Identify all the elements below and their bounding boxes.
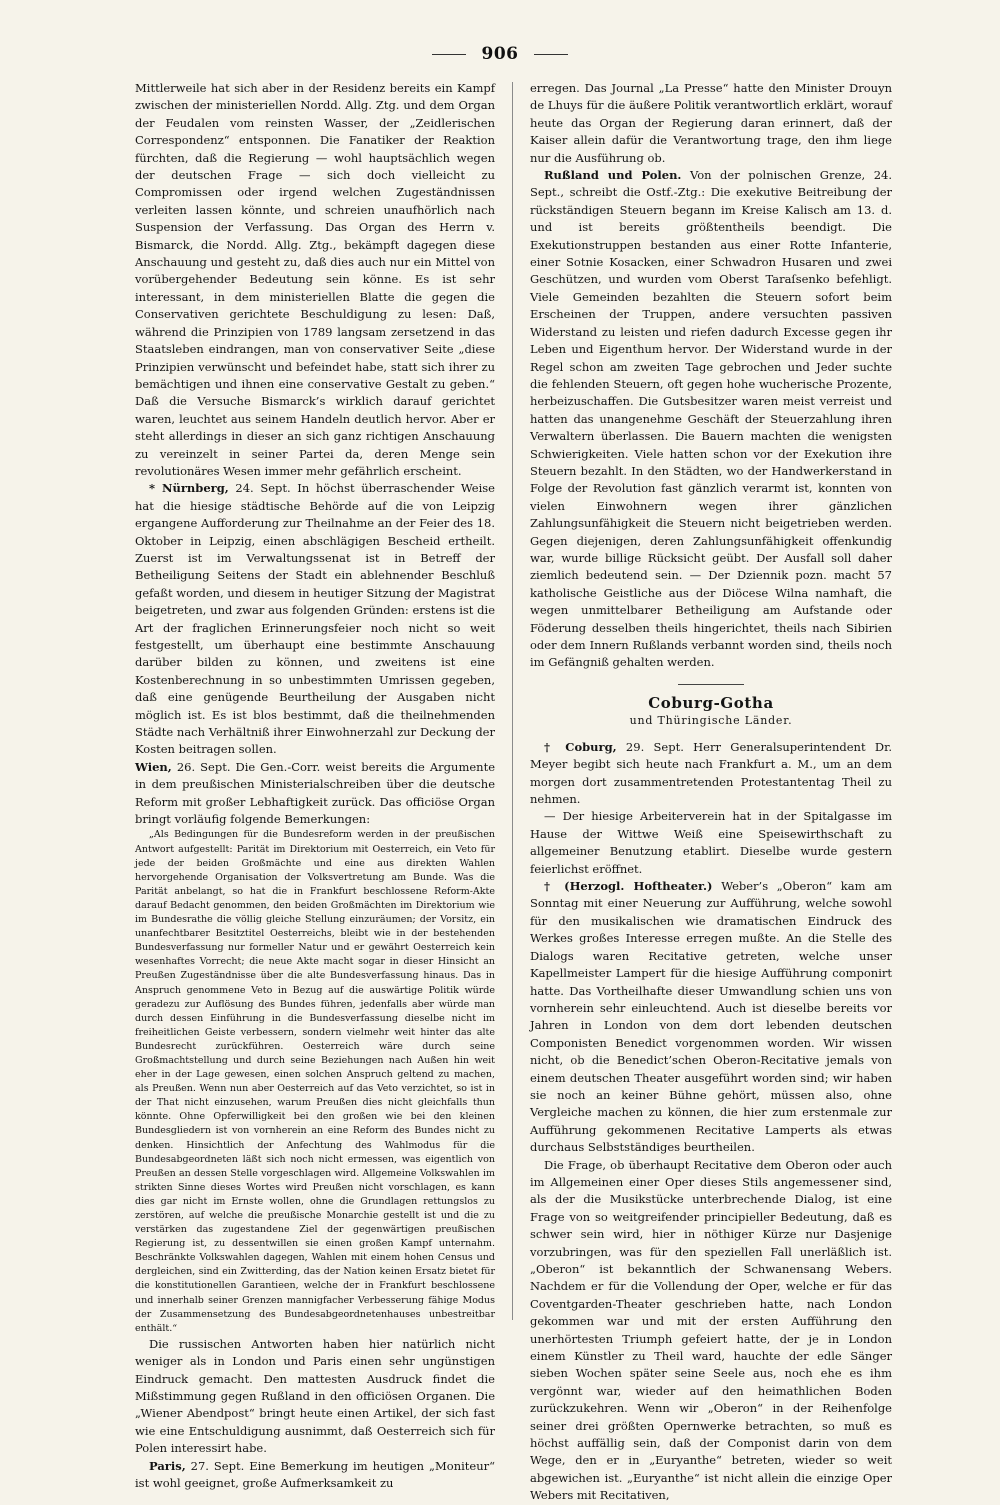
paragraph-text: erregen. Das Journal „La Presse“ hatte den Minister Drouyn de Lhuys für die äußere Politik verantwortlich erklärt, worauf heute das Organ der Regierung daran erinnert, daß der Kaiser allein dafür die Verantwortung trage, den ihm liege nur die Ausführung ob. [530,81,892,165]
header-rule-right [534,54,568,55]
dateline: † Coburg, [544,739,617,754]
paragraph-text: Die russischen Antworten haben hier natürlich nicht weniger als in London und Paris einen sehr ungünstigen Eindruck gemacht. Den mattesten Ausdruck findet die Mißstimmung gegen Rußland in den officiösen Organen. Die „Wiener Abendpost“ bringt heute einen Artikel, der sich fast wie eine Entschuldigung ausnimmt, daß Oesterreich sich für Polen interessirt habe. [135,1336,495,1456]
dateline: Rußland und Polen. [544,168,682,183]
dateline: Paris, [149,1458,186,1473]
paragraph-text: 26. Sept. Die Gen.-Corr. weist bereits die Argumente in dem preußischen Ministerialschreiben über die deutsche Reform mit großer Lebhaftigkeit zurück. Das officiöse Organ bringt vorläufig folgende Bemerkungen: [135,759,495,827]
paragraph-text: 27. Sept. Eine Bemerkung im heutigen „Moniteur“ ist wohl geeignet, große Aufmerksamkeit zu [135,1458,495,1491]
dateline: † (Herzogl. Hoftheater.) [544,879,713,894]
section-title: Coburg-Gotha [648,693,774,712]
dateline: * Nürnberg, [149,481,229,496]
right-column-top-articles [530,80,892,672]
article-paragraph [135,480,495,759]
paragraph-text: „Als Bedingungen für die Bundesreform werden in der preußischen Antwort aufgestellt: Parität im Direktorium mit Oesterreich, ein Veto für jede der beiden Großmächte und eine aus direkten Wahlen hervorgehende Organisation der Volksvertretung am Bunde. Was die Parität anbelangt, so hat die in Frankfurt beschlossene Reform-Akte darauf Bedacht genommen, den beiden Großmächten im Direktorium wie im Bundesrathe die völlig gleiche Stellung einzuräumen; der Vorsitz, ein unanfechtbarer Besitztitel Oesterreichs, bleibt wie in der bestehenden Bundesverfassung nur formeller Natur und er gewährt Oesterreich kein wesenhaftes Vorrecht; die neue Akte macht sogar in dieser Hinsicht an Preußen Zugeständnisse über die alte Bundesverfassung hinaus. Das in Anspruch genommene Veto in Bezug auf die auswärtige Politik würde geradezu zur Auflösung des Bundes führen, jedenfalls aber würde man durch dessen Einführung in die Bundesverfassung dieselbe nicht im freiheitlichen Geiste verbessern, sondern vielmehr weit hinter das alte Bundesrecht zurückführen. Oesterreich wäre durch seine Großmachtstellung und durch seine Beziehungen nach Außen hin weit eher in der Lage gewesen, einen solchen Anspruch geltend zu machen, als Preußen. Wenn nun aber Oesterreich auf das Veto verzichtet, so ist in der That nicht einzusehen, warum Preußen dies nicht gleichfalls thun könnte. Ohne Opferwilligkeit bei den großen wie bei den kleinen Bundesgliedern ist von vornherein an eine Reform des Bundes nicht zu denken. Hinsichtlich der Anfechtung des Wahlmodus für die Bundesabgeordneten läßt sich noch nicht ermessen, was eigentlich von Preußen an dessen Stelle vorgeschlagen wird. Allgemeine Volkswahlen im strikten Sinne dieses Wortes wird Preußen nicht vorschlagen, es kann dies gar nicht im Ernste wollen, ohne die Grundlagen rettungslos zu zerstören, auf welche die preußische Monarchie gestellt ist und die zu verstärken das zugestandene Ziel der gegenwärtigen preußischen Regierung ist, zu dessentwillen sie einen großen Kampf unternahm. Beschränkte Volkswahlen dagegen, Wahlen mit einem hohen Census und dergleichen, sind ein Zwitterding, das der Nation keinen Ersatz bietet für die konstitutionellen Garantieen, welche der in Frankfurt beschlossene und innerhalb seiner Grenzen mannigfacher Verbesserung fähige Modus der Zusammensetzung des Bundesabgeordnetenhauses unbestreitbar enthält.“ [135,829,495,1334]
article-paragraph [135,1336,495,1458]
article-paragraph [530,167,892,672]
paragraph-text: Die Frage, ob überhaupt Recitative dem Oberon oder auch im Allgemeinen einer Oper dieses Stils angemessener sind, als der die Musikstücke unterbrechende Dialog, ist eine Frage von so weitgreifender principieller Bedeutung, daß es schwer sein wird, hier in nöthiger Kürze nur Dasjenige vorzubringen, was für den speziellen Fall unerläßlich ist. „Oberon“ ist bekanntlich der Schwanensang Webers. Nachdem er für die Vollendung der Oper, welche er für das Coventgarden-Theater geschrieben hatte, nach London gekommen war und mit der ersten Aufführung den unerhörtesten Triumph gefeiert hatte, der je in London einem Künstler zu Theil ward, hauchte der edle Sänger sieben Wochen später seine Seele aus, noch ehe es ihm vergönnt war, wieder auf den heimathlichen Boden zurückzukehren. Wenn wir „Oberon“ in der Reihenfolge seiner drei größten Opernwerke betrachten, so muß es höchst auffällig sein, daß der Componist darin von dem Wege, den er in „Euryanthe“ betreten, wieder so weit abgewichen ist. „Euryanthe“ ist nicht allein die einzige Oper Webers mit Recitativen, [530,1157,892,1503]
article-paragraph [135,1458,495,1493]
paragraph-text: Von der polnischen Grenze, 24. Sept., schreibt die Ostf.-Ztg.: Die exekutive Beitreibung der rückständigen Steuern begann im Kreise Kalisch am 13. d. und ist bereits größtentheils beendigt. Die Exekutionstruppen bestanden aus einer Rotte Infanterie, einer Sotnie Kosacken, einer Schwadron Husaren und zwei Geschützen, und wurden vom Oberst Taraſsenko befehligt. Viele Gemeinden bezahlten die Steuern sofort beim Erscheinen der Truppen, andere versuchten passiven Widerstand zu leisten und riefen dadurch Excesse gegen ihr Leben und Eigenthum hervor. Der Widerstand wurde in der Regel schon am zweiten Tage gebrochen und Jeder suchte die fehlenden Steuern, oft gegen hohe wucherische Prozente, herbeizuschaffen. Die Gutsbesitzer waren meist verreist und hatten das unangenehme Geschäft der Steuerzahlung ihren Verwaltern überlassen. Die Bauern machten die wenigsten Schwierigkeiten. Viele hatten schon vor der Exekution ihre Steuern bezahlt. In den Städten, wo der Handwerkerstand in Folge der Revolution fast gänzlich verarmt ist, konnten von vielen Einwohnern wegen ihrer gänzlichen Zahlungsunfähigkeit die Steuern nicht beigetrieben werden. Gegen diejenigen, deren Zahlungsunfähigkeit offenkundig war, wurde billige Rücksicht geübt. Der Ausfall soll daher ziemlich bedeutend sein. — Der Dziennik pozn. macht 57 katholische Geistliche aus der Diöcese Wilna namhaft, die wegen unmittelbarer Betheiligung am Aufstande oder Föderung desselben theils hingerichtet, theils nach Sibirien oder dem Innern Rußlands verbannt worden sind, theils noch im Gefängniß gehalten werden. [530,168,892,670]
article-paragraph [530,1157,892,1505]
column-divider [512,82,513,1320]
section-subtitle: und Thüringische Länder. [629,713,793,727]
article-paragraph [530,878,892,1157]
article-paragraph [135,80,495,480]
quoted-paragraph [135,828,495,1335]
page-header [0,44,1000,68]
paragraph-text: Mittlerweile hat sich aber in der Residenz bereits ein Kampf zwischen der ministeriellen Nordd. Allg. Ztg. und dem Organ der Feudalen vom reinsten Wasser, der „Zeidlerischen Correspondenz“ entsponnen. Die Fanatiker der Reaktion fürchten, daß die Regierung — wohl hauptsächlich wegen der deutschen Frage — sich doch vielleicht zu Compromissen oder irgend welchen Zugeständnissen verleiten lassen könnte, und schreien unaufhörlich nach Suspension der Verfassung. Das Organ des Herrn v. Bismarck, die Nordd. Allg. Ztg., bekämpft dagegen diese Anschauung und gesteht zu, daß dies auch nur ein Mittel von vorübergehender Bedeutung sein könne. Es ist sehr interessant, in dem ministeriellen Blatte die gegen die Conservativen gerichtete Beschuldigung zu lesen: Daß, während die Prinzipien von 1789 langsam zersetzend in das Staatsleben eindrangen, man von conservativer Seite „diese Prinzipien verwünscht und befeindet habe, statt sich ihrer zu bemächtigen und ihnen eine conservative Gestalt zu geben.“ Daß die Versuche Bismarck’s wirklich darauf gerichtet waren, leuchtet aus seinem Handeln deutlich hervor. Aber er steht allerdings in dieser an sich ganz richtigen Anschauung zu vereinzelt in seiner Partei da, deren Menge sein revolutionäres Wesen immer mehr gefährlich erscheint. [135,81,495,478]
paragraph-text: 29. Sept. Herr Generalsuperintendent Dr. Meyer begibt sich heute nach Frankfurt a. M., um an dem morgen dort zusammentretenden Protestantentag Theil zu nehmen. [530,739,892,807]
paragraph-text: — Der hiesige Arbeiterverein hat in der Spitalgasse im Hause der Wittwe Weiß eine Speisewirthschaft zu allgemeiner Benutzung etablirt. Dieselbe wurde gestern feierlichst eröffnet. [530,809,892,876]
dateline: Wien, [135,759,172,774]
article-paragraph [135,759,495,829]
paragraph-text: Weber’s „Oberon“ kam am Sonntag mit einer Neuerung zur Aufführung, welche sowohl für den musikalischen wie dramatischen Eindruck des Werkes großes Interesse erregen mußte. An die Stelle des Dialogs waren Recitative getreten, welche unser Kapellmeister Lampert für die hiesige Aufführung componirt hatte. Das Vortheilhafte dieser Umwandlung schien uns von vornherein sehr einleuchtend. Auch ist dieselbe bereits vor Jahren in London von dem dort lebenden deutschen Componisten Benedict vorgenommen worden. Wir wissen nicht, ob die Benedict’schen Oberon-Recitative jemals von einem deutschen Theater ausgeführt worden sind; wir haben sie noch an keiner Bühne gehört, müssen also, ohne Vergleiche machen zu können, die hier zum erstenmale zur Aufführung gekommenen Recitative Lamperts als etwas durchaus Selbstständiges beurtheilen. [530,879,892,1155]
paragraph-text: 24. Sept. In höchst überraschender Weise hat die hiesige städtische Behörde auf die von Leipzig ergangene Aufforderung zur Theilnahme an der Feier des 18. Oktober in Leipzig, einen abschlägigen Bescheid ertheilt. Zuerst ist im Verwaltungssenat ist in Betreff der Betheiligung Seitens der Stadt ein ablehnender Beschluß gefaßt worden, und diesem in heutiger Sitzung der Magistrat beigetreten, und zwar aus folgenden Gründen: erstens ist die Art der fraglichen Erinnerungsfeier noch nicht so weit festgestellt, um überhaupt eine bestimmte Anschauung darüber bilden zu können, und zweitens ist eine Kostenberechnung in so unbestimmten Umrissen gegeben, daß eine genügende Beurtheilung der Ausgaben nicht möglich ist. Es ist blos bestimmt, daß die theilnehmenden Städte nach Verhältniß ihrer Einwohnerzahl zur Deckung der Kosten beitragen sollen. [135,481,495,757]
article-paragraph [530,80,892,167]
right-column [530,80,892,1503]
article-paragraph [530,808,892,878]
article-paragraph [530,739,892,809]
header-rule-left [432,54,466,55]
right-column-bottom-articles [530,739,892,1505]
page-number: 906 [481,44,519,64]
left-column [135,80,495,1491]
section-rule [678,684,744,685]
